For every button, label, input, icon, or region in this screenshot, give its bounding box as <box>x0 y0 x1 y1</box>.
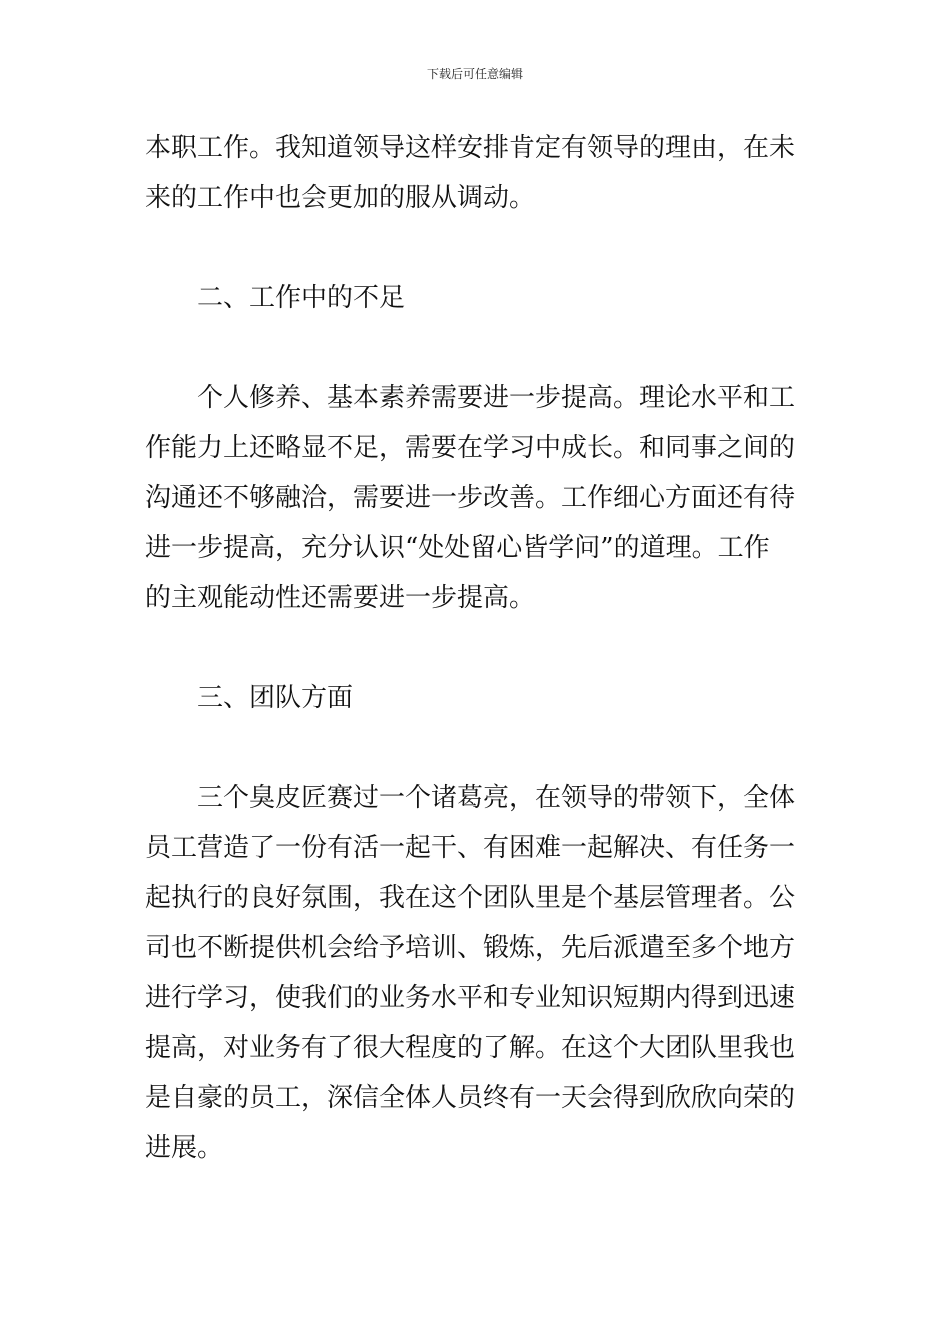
section-2-heading: 二、工作中的不足 <box>197 283 406 313</box>
paragraph-3-line-7: 是自豪的员工，深信全体人员终有一天会得到欣欣向荣的 <box>145 1083 796 1113</box>
paragraph-2-line-5: 的主观能动性还需要进一步提高。 <box>145 583 536 613</box>
section-3-heading: 三、团队方面 <box>197 683 354 713</box>
paragraph-2-line-4: 进一步提高，充分认识“处处留心皆学问”的道理。工作 <box>145 533 770 563</box>
paragraph-3-line-8: 进展。 <box>145 1133 224 1163</box>
paragraph-1-line-1: 本职工作。我知道领导这样安排肯定有领导的理由，在未 <box>145 133 796 163</box>
paragraph-3-line-5: 进行学习，使我们的业务水平和专业知识短期内得到迅速 <box>145 983 796 1013</box>
header-note: 下载后可任意编辑 <box>426 67 523 81</box>
paragraph-2-line-3: 沟通还不够融洽，需要进一步改善。工作细心方面还有待 <box>145 483 796 513</box>
paragraph-3-line-1: 三个臭皮匠赛过一个诸葛亮，在领导的带领下，全体 <box>197 783 796 813</box>
paragraph-2-line-2: 作能力上还略显不足，需要在学习中成长。和同事之间的 <box>145 433 796 463</box>
paragraph-3-line-3: 起执行的良好氛围，我在这个团队里是个基层管理者。公 <box>145 883 796 913</box>
paragraph-3-line-2: 员工营造了一份有活一起干、有困难一起解决、有任务一 <box>145 833 796 863</box>
paragraph-3-line-4: 司也不断提供机会给予培训、锻炼，先后派遣至多个地方 <box>145 933 796 963</box>
paragraph-2-line-1: 个人修养、基本素养需要进一步提高。理论水平和工 <box>197 383 796 413</box>
paragraph-3-line-6: 提高，对业务有了很大程度的了解。在这个大团队里我也 <box>145 1033 796 1063</box>
paragraph-1-line-2: 来的工作中也会更加的服从调动。 <box>145 183 536 213</box>
